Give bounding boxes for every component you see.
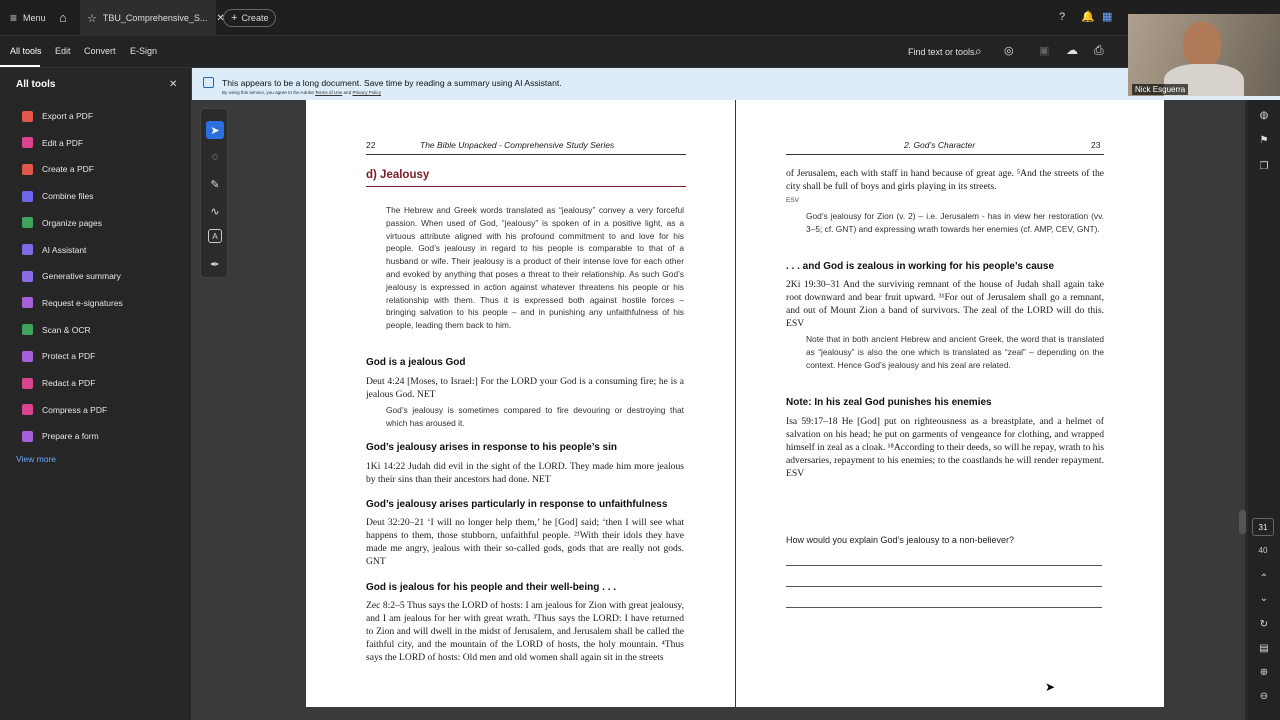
tool-label: Compress a PDF: [42, 404, 108, 415]
verse: Deut 4:24 [Moses, to Israel:] For the LORD your God is a consuming fire; he is a jealous God. NET: [366, 376, 684, 400]
menu-label: Menu: [23, 13, 46, 23]
fill-sign-icon[interactable]: ✒: [210, 258, 220, 271]
draw-freehand-icon[interactable]: ∿: [210, 205, 220, 218]
note: God’s jealousy for Zion (v. 2) – i.e. Jerusalem - has in view her restoration (vv. 3–5; cf. GNT) and expressing wrath towards her enemies (cf. AMP, CEV, GNT).: [806, 211, 1104, 234]
privacy-link[interactable]: Privacy Policy: [352, 90, 382, 95]
upload-cloud-icon[interactable]: ☁: [1066, 43, 1078, 57]
panel-title: All tools: [16, 79, 56, 90]
bell-icon[interactable]: 🔔: [1081, 11, 1095, 23]
verse-continued-text: of Jerusalem, each with staff in hand because of great age. ⁵And the streets of the city shall be full of boys and girls playing in its streets.: [786, 168, 1104, 192]
tool-label: AI Assistant: [42, 244, 87, 255]
tool-icon: [22, 351, 33, 362]
tool-item[interactable]: [22, 189, 94, 203]
version-tag: ESV: [786, 197, 800, 204]
menu-esign[interactable]: E-Sign: [130, 46, 158, 56]
heading: God’s jealousy arises in response to his people’s sin: [366, 442, 618, 453]
tool-icon: [22, 244, 33, 255]
tool-icon: [22, 431, 33, 442]
menu-button[interactable]: [10, 11, 46, 25]
ai-summary-banner: [192, 68, 1280, 100]
close-panel-icon[interactable]: ✕: [169, 79, 178, 90]
note: God’s jealousy is sometimes compared to fire devouring or destroying that which has aroused it.: [386, 405, 684, 428]
intro-paragraph: The Hebrew and Greek words translated as “jealousy” convey a very forceful passion. When used of God, “jealousy” is spoken of in a positive light, as a virtuous attribute aligned with his profound commitment to and love for his people. God’s jealousy in regard to his people is comparable to that of a husband or wife. Their jealousy is a product of their intense love for each other and evoked by anything that poses a threat to their relationship. As such God’s jealousy is expressed in action against whatever threatens his people or his relationship with them. Thus it is expressed both against hostile forces – bringing salvation to his people – and in punishing any unfaithfulness of his people, leading them back to him.: [386, 205, 684, 331]
heading: God’s jealousy arises particularly in response to unfaithfulness: [366, 499, 668, 510]
tool-icon: [22, 271, 33, 282]
tool-label: Edit a PDF: [42, 137, 84, 148]
star-icon[interactable]: ☆: [87, 12, 97, 25]
tool-icon: [22, 297, 33, 308]
presenter-face: [1183, 22, 1221, 68]
running-head: 2. God’s Character: [904, 140, 976, 150]
banner-and: and: [343, 90, 352, 95]
section-title: d) Jealousy: [366, 169, 430, 181]
pages-icon[interactable]: ❐: [1259, 160, 1269, 172]
tool-icon: [22, 137, 33, 148]
read-aloud-icon[interactable]: ◎: [1004, 45, 1014, 57]
comment-icon[interactable]: ◍: [1259, 109, 1269, 121]
section-rule: [366, 186, 686, 187]
tool-icon: [22, 404, 33, 415]
discussion-question: How would you explain God’s jealousy to a non-believer?: [786, 535, 1014, 545]
verse-continued: [786, 167, 1104, 207]
tool-item[interactable]: [22, 323, 91, 337]
plus-icon: +: [231, 12, 238, 24]
tool-icon: [22, 217, 33, 228]
header-rule: [786, 154, 1104, 155]
tool-label: Redact a PDF: [42, 378, 96, 388]
tool-item[interactable]: [22, 403, 107, 417]
tool-item[interactable]: [22, 349, 95, 363]
running-head: The Bible Unpacked - Comprehensive Study Series: [420, 140, 615, 150]
menu-convert[interactable]: Convert: [84, 46, 116, 56]
chevron-up-icon[interactable]: ⌃: [1259, 572, 1269, 584]
tool-label: Create a PDF: [42, 164, 94, 175]
page-total: 40: [1258, 546, 1268, 555]
help-icon[interactable]: ?: [1059, 11, 1066, 23]
verse: Zec 8:2–5 Thus says the LORD of hosts: I am jealous for Zion with great jealousy, and I am jealous for her with great wrath. ³Thus says the LORD: I have returned to Zion and will dwell in the midst of Jerusalem, and Jerusalem shall be called the faithful city, and the mountain of the LORD of hosts, the holy mountain. ⁴Thus says the LORD of hosts: Old men and old women shall again sit in the streets: [366, 600, 684, 663]
tool-icon: [22, 111, 33, 122]
menu-edit[interactable]: Edit: [55, 46, 71, 56]
verse: 2Ki 19:30–31 And the surviving remnant of the house of Judah shall again take root downward and bear fruit upward. ³¹For out of Jerusalem shall go a remnant, and out of Mount Zion a band of survivors. The zeal of the LORD will do this. ESV: [786, 279, 1104, 329]
tool-label: Protect a PDF: [42, 351, 96, 362]
tool-label: Export a PDF: [42, 111, 94, 121]
header-rule: [366, 154, 686, 155]
answer-line[interactable]: [786, 607, 1102, 608]
hamburger-icon: ≡: [10, 11, 18, 25]
home-icon[interactable]: ⌂: [59, 10, 67, 25]
banner-legal: [222, 90, 381, 95]
rotate-icon[interactable]: ↻: [1259, 618, 1269, 630]
banner-text: This appears to be a long document. Save time by reading a summary using AI Assistant.: [222, 78, 562, 88]
tool-item[interactable]: [22, 109, 93, 123]
print-icon[interactable]: ⎙: [1094, 43, 1104, 57]
zoom-out-icon[interactable]: ⊖: [1259, 690, 1269, 702]
pdf-page-left: [306, 100, 735, 707]
page-number: 23: [1091, 140, 1101, 150]
tool-icon: [22, 164, 33, 175]
menu-all-tools[interactable]: All tools: [10, 46, 42, 56]
document-tab[interactable]: [80, 0, 225, 36]
tool-label: Scan & OCR: [42, 324, 91, 335]
page-number: 22: [366, 140, 376, 150]
active-menu-indicator: [0, 65, 40, 67]
bookmark-icon[interactable]: ⚑: [1259, 134, 1269, 146]
tool-label: Combine files: [42, 191, 94, 202]
verse: Isa 59:17–18 He [God] put on righteousness as a breastplate, and a helmet of salvation on his head; he put on garments of vengeance for clothing, and wrapped himself in zeal as a cloak. ¹⁸According to their deeds, so will he repay, wrath to his adversaries, repayment to his enemies; to the coastlands he will render repayment. ESV: [786, 416, 1104, 479]
all-tools-panel: [0, 68, 192, 720]
add-text-icon[interactable]: A: [208, 229, 222, 243]
tool-item[interactable]: [22, 269, 121, 283]
select-cursor-icon[interactable]: ➤: [206, 121, 224, 139]
tab-title: TBU_Comprehensive_S...: [102, 13, 208, 23]
pdf-page-right: [736, 100, 1164, 707]
search-icon[interactable]: ⌕: [975, 44, 982, 58]
tool-icon: [22, 324, 33, 335]
tool-item[interactable]: [22, 296, 123, 310]
terms-link[interactable]: Terms of Use: [315, 90, 343, 95]
right-rail: [1248, 100, 1280, 720]
create-button[interactable]: [223, 9, 276, 27]
ai-assistant-icon: [203, 77, 214, 88]
view-more-link[interactable]: View more: [16, 454, 56, 464]
scrollbar-thumb[interactable]: [1239, 510, 1246, 534]
tool-menubar: [0, 36, 1280, 68]
zoom-in-icon[interactable]: ⊕: [1259, 666, 1269, 678]
create-label: Create: [241, 13, 269, 23]
page-number-input[interactable]: 31: [1252, 518, 1274, 536]
close-tab-icon[interactable]: ✕: [216, 12, 225, 24]
page-display-icon[interactable]: ▤: [1259, 642, 1269, 654]
answer-line[interactable]: [786, 586, 1102, 587]
verse: 1Ki 14:22 Judah did evil in the sight of the LORD. They made him more jealous by their sins than their ancestors had done. NET: [366, 461, 684, 485]
add-comment-icon[interactable]: ◌: [211, 151, 219, 163]
tool-item[interactable]: [22, 216, 102, 230]
heading: Note: In his zeal God punishes his enemies: [786, 397, 992, 408]
tool-icon: [22, 191, 33, 202]
heading: God is a jealous God: [366, 357, 466, 368]
tool-label: Prepare a form: [42, 431, 99, 442]
presenter-name: Nick Esguerra: [1132, 84, 1188, 95]
tool-label: Request e-signatures: [42, 297, 123, 308]
mouse-cursor-icon: ➤: [1045, 680, 1056, 694]
quick-tools-bar: [200, 108, 228, 278]
note: Note that in both ancient Hebrew and ancient Greek, the word that is translated as “jealousy” is also the one which is translated as “zeal” – depending on the context. Hence God’s jealousy and his zeal are related.: [806, 334, 1104, 370]
tool-item[interactable]: [22, 376, 95, 390]
highlight-pen-icon[interactable]: ✎: [210, 178, 220, 191]
title-bar: [0, 0, 1280, 36]
answer-line[interactable]: [786, 565, 1102, 566]
tool-item[interactable]: [22, 243, 86, 257]
chevron-down-icon[interactable]: ⌄: [1259, 592, 1269, 604]
heading: God is jealous for his people and their well-being . . .: [366, 582, 617, 593]
tool-item[interactable]: [22, 429, 99, 443]
heading: . . . and God is zealous in working for his people’s cause: [786, 261, 1055, 272]
banner-legal-text: By using this service, you agree to the Adobe: [222, 90, 314, 95]
verse: Deut 32:20–21 ‘I will no longer help them,’ he [God] said; ‘then I will see what happens to them, those stubborn, unfaithful people. ²¹With their idols they have made me angry, jealous with their so-called gods, gods that are really not gods. GNT: [366, 517, 684, 567]
tool-label: Generative summary: [42, 271, 121, 282]
apps-grid-icon[interactable]: ▦: [1102, 11, 1113, 23]
find-text-button[interactable]: Find text or tools: [908, 47, 975, 57]
tool-item[interactable]: [22, 162, 94, 176]
tool-icon: [22, 378, 33, 389]
save-icon[interactable]: ▣: [1039, 45, 1050, 57]
tool-item[interactable]: [22, 136, 83, 150]
webcam-overlay: [1128, 14, 1280, 96]
tool-label: Organize pages: [42, 217, 103, 228]
